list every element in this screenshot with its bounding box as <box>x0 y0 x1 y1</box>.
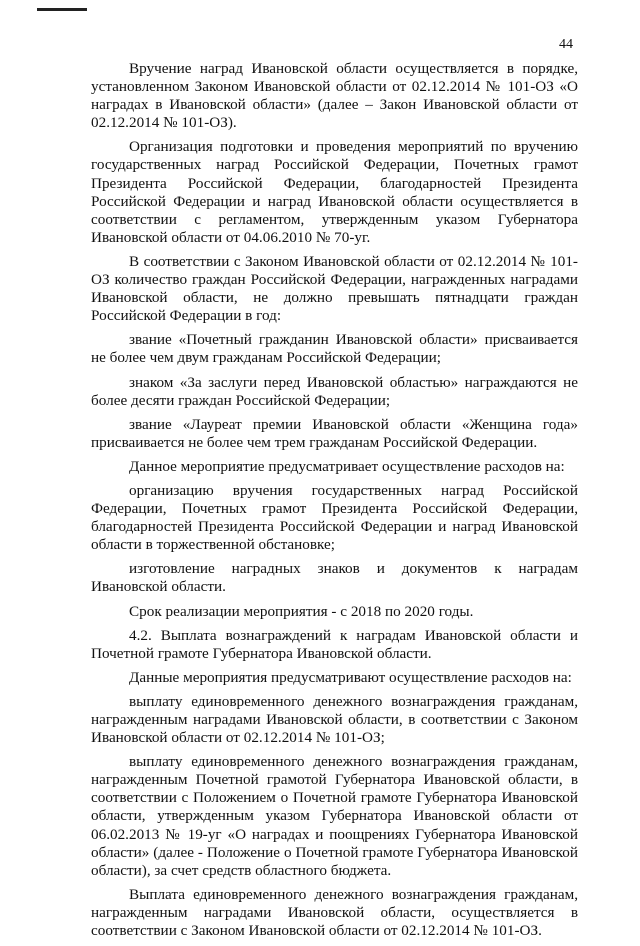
paragraph-payment-regional-awards: выплату единовременного денежного вознаграждения гражданам, награжденным наградами Ивановской области, в соответствии с Законом Ивановской области от 02.12.2014 № 101-ОЗ; <box>91 692 578 747</box>
page-number: 44 <box>559 37 573 52</box>
paragraph-ceremony-expenses: организацию вручения государственных наград Российской Федерации, Почетных грамот Президента Российской Федерации, благодарностей Президента Российской Федерации и наград Ивановской области в торжественной обстановке; <box>91 481 578 554</box>
paragraph-expenses-intro: Данное мероприятие предусматривает осуществление расходов на: <box>129 457 565 475</box>
paragraph-expenses-intro-2: Данные мероприятия предусматривают осуществление расходов на: <box>129 668 572 686</box>
paragraph-woman-of-year: звание «Лауреат премии Ивановской области «Женщина года» присваивается не более чем трем гражданам Российской Федерации. <box>91 415 578 451</box>
document-body <box>91 60 578 946</box>
section-heading-4-2: 4.2. Выплата вознаграждений к наградам Ивановской области и Почетной грамоте Губернатора Ивановской области. <box>91 626 578 662</box>
paragraph-honorary-citizen: звание «Почетный гражданин Ивановской области» присваивается не более чем двум гражданам Российской Федерации; <box>91 331 578 367</box>
paragraph-award-limit: В соответствии с Законом Ивановской области от 02.12.2014 № 101-ОЗ количество граждан Российской Федерации, награжденных наградами Ивановской области, не должно превышать пятнадцати граждан Российской Федерации в год: <box>91 252 578 325</box>
paragraph-event-organization: Организация подготовки и проведения мероприятий по вручению государственных наград Российской Федерации, Почетных грамот Президента Российской Федерации, благодарностей Президента Российской Федерации и наград Ивановской области осуществляется в соответствии с регламентом, утвержденным указом Губернатора Ивановской области от 04.06.2010 № 70-уг. <box>91 138 578 246</box>
paragraph-merit-badge: знаком «За заслуги перед Ивановской областью» награждаются не более десяти граждан Российской Федерации; <box>91 373 578 409</box>
paragraph-award-presentation: Вручение наград Ивановской области осуществляется в порядке, установленном Законом Ивановской области от 02.12.2014 № 101-ОЗ «О наградах в Ивановской области» (далее – Закон Ивановской области от 02.12.2014 № 101-ОЗ). <box>91 60 578 132</box>
paragraph-payment-conditions: Выплата единовременного денежного вознаграждения гражданам, награжденным наградами Ивановской области, осуществляется в соответствии с Законом Ивановской области от 02.12.2014 № 101-ОЗ. <box>91 885 578 940</box>
paragraph-implementation-period: Срок реализации мероприятия - с 2018 по 2020 годы. <box>129 602 474 620</box>
paragraph-badge-production: изготовление наградных знаков и документов к наградам Ивановской области. <box>91 560 578 596</box>
scan-mark <box>37 8 87 11</box>
paragraph-payment-governor-certificate: выплату единовременного денежного вознаграждения гражданам, награжденным Почетной грамотой Губернатора Ивановской области, в соответствии с Положением о Почетной грамоте Губернатора Ивановской области, утвержденным указом Губернатора Ивановской области от 06.02.2013 № 19-уг «О наградах и поощрениях Губернатора Ивановской области» (далее - Положение о Почетной грамоте Губернатора Ивановской области), за счет средств областного бюджета. <box>91 753 578 879</box>
